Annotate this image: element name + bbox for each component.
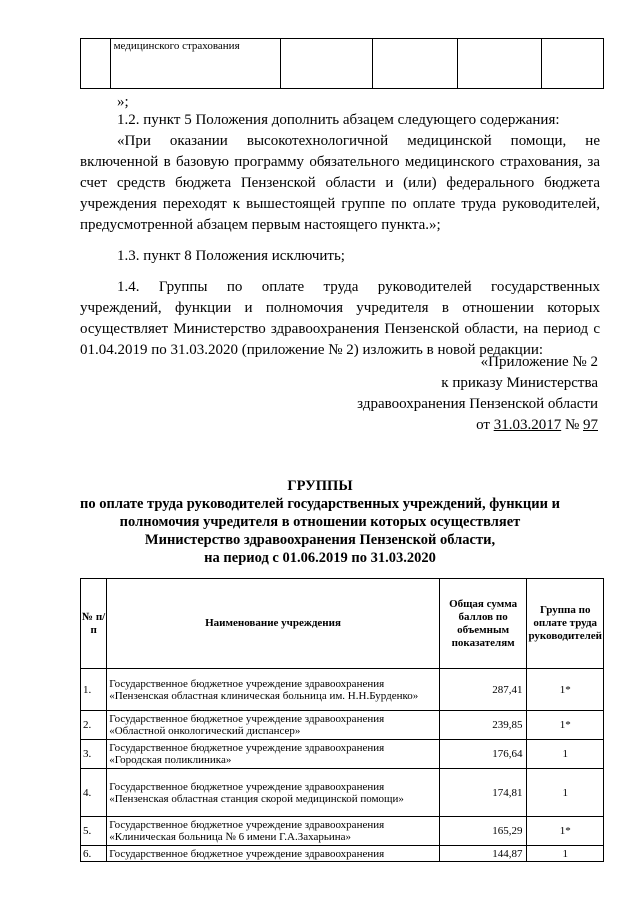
row-name: Государственное бюджетное учреждение здравоохранения [107, 846, 440, 862]
row-group: 1 [527, 769, 604, 817]
row-sum: 176,64 [439, 740, 527, 769]
row-name: Государственное бюджетное учреждение здравоохранения «Пензенская областная клиническая больница им. Н.Н.Бурденко» [107, 669, 440, 711]
table-row [81, 846, 604, 862]
row-group: 1 [527, 740, 604, 769]
row-sum: 174,81 [439, 769, 527, 817]
row-num: 2. [81, 711, 107, 740]
paragraph-1-3: 1.3. пункт 8 Положения исключить; [117, 248, 345, 264]
heading-title: ГРУППЫ [287, 478, 353, 494]
text-line: предусмотренной абзацем первым настоящего пункта.»; [80, 217, 441, 233]
table-header-row [81, 579, 604, 669]
row-name: Государственное бюджетное учреждение здравоохранения «Пензенская областная станция скорой медицинской помощи» [107, 769, 440, 817]
row-sum: 165,29 [439, 817, 527, 846]
continuation-cell [373, 39, 458, 89]
heading-line: полномочия учредителя в отношении которых осуществляет [119, 514, 521, 530]
annex-mid: № [561, 417, 583, 433]
row-group: 1* [527, 669, 604, 711]
text-line: учреждения переходят к вышестоящей группе по оплате труда руководителей, [80, 196, 600, 212]
annex-reference [338, 352, 598, 436]
closing-quote: »; [117, 94, 129, 110]
table-row [81, 769, 604, 817]
text-line: учреждений, функции и полномочия учредителя в отношении которых [80, 300, 600, 316]
row-num: 1. [81, 669, 107, 711]
groups-table [80, 578, 604, 862]
row-name: Государственное бюджетное учреждение здравоохранения «Городская поликлиника» [107, 740, 440, 769]
row-sum: 144,87 [439, 846, 527, 862]
heading-line: на период с 01.06.2019 по 31.03.2020 [204, 550, 436, 566]
table-row [81, 669, 604, 711]
continuation-cell [281, 39, 373, 89]
row-name: Государственное бюджетное учреждение здравоохранения «Клиническая больница № 6 имени Г.А.Захарьина» [107, 817, 440, 846]
annex-date: 31.03.2017 [493, 417, 562, 433]
row-num: 6. [81, 846, 107, 862]
table-row [81, 711, 604, 740]
row-group: 1* [527, 711, 604, 740]
annex-prefix: от [476, 417, 494, 433]
annex-date-line [338, 415, 598, 436]
row-sum: 287,41 [439, 669, 527, 711]
row-num: 3. [81, 740, 107, 769]
text-line: 01.04.2019 по 31.03.2020 (приложение № 2) изложить в новой редакции: [80, 342, 544, 358]
paragraph-1-2: 1.2. пункт 5 Положения дополнить абзацем следующего содержания: [117, 112, 560, 128]
annex-line: «Приложение № 2 [480, 354, 598, 370]
table-row [81, 740, 604, 769]
row-sum: 239,85 [439, 711, 527, 740]
continuation-cell [542, 39, 604, 89]
continuation-cell-text: медицинского страхования [110, 39, 281, 89]
header-sum: Общая сумма баллов по объемным показателям [439, 579, 527, 669]
text-line: включенной в базовую программу обязательного медицинского страхования, за [80, 154, 600, 170]
header-num: № п/п [81, 579, 107, 669]
row-group: 1* [527, 817, 604, 846]
row-num: 4. [81, 769, 107, 817]
header-name: Наименование учреждения [107, 579, 440, 669]
row-group: 1 [527, 846, 604, 862]
row-num: 5. [81, 817, 107, 846]
continuation-cell-num [81, 39, 111, 89]
heading-line: Министерство здравоохранения Пензенской области, [144, 532, 496, 548]
annex-number: 97 [583, 417, 598, 433]
header-group: Группа по оплате труда руководителей [527, 579, 604, 669]
annex-line: к приказу Министерства [441, 375, 598, 391]
text-line: 1.4. Группы по оплате труда руководителей государственных [117, 279, 600, 295]
row-name: Государственное бюджетное учреждение здравоохранения «Областной онкологический диспансер» [107, 711, 440, 740]
text-line: счет средств бюджета Пензенской области и (или) федерального бюджета [80, 175, 600, 191]
annex-line: здравоохранения Пензенской области [357, 396, 598, 412]
continuation-table [80, 38, 604, 89]
text-line: осуществляет Министерство здравоохранения Пензенской области, на период с [80, 321, 600, 337]
heading-line: по оплате труда руководителей государственных учреждений, функции и [80, 496, 560, 512]
text-line: «При оказании высокотехнологичной медицинской помощи, не [117, 133, 600, 149]
continuation-cell [458, 39, 542, 89]
table-row [81, 817, 604, 846]
